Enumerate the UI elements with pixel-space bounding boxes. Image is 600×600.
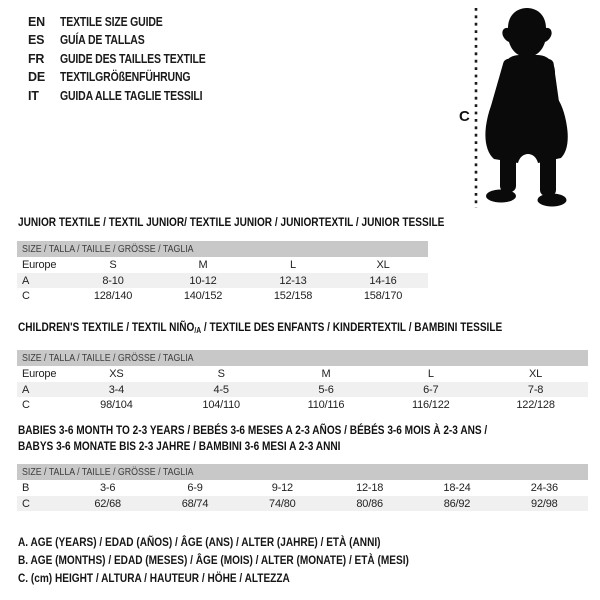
size-cell: 10-12 — [189, 274, 217, 287]
size-cell: 9-12 — [271, 481, 293, 494]
language-guide — [28, 13, 233, 105]
table-row — [17, 382, 588, 398]
table-row — [17, 496, 588, 512]
footnotes — [18, 533, 483, 588]
row-label: C — [22, 290, 30, 303]
size-cell: 12-18 — [356, 481, 384, 494]
size-cell: 80/86 — [356, 497, 383, 510]
size-cell: 62/68 — [94, 497, 121, 510]
size-cell: M — [198, 258, 208, 271]
size-cell: 92/98 — [531, 497, 558, 510]
size-cell: 24-36 — [530, 481, 558, 494]
size-cell: 14-16 — [369, 274, 397, 287]
table-header-text: SIZE / TALLA / TAILLE / GRÖSSE / TAGLIA — [22, 352, 194, 364]
table-row — [17, 366, 588, 382]
language-title-text: GUÍA DE TALLAS — [60, 33, 145, 48]
heading-post: / TEXTILE DES ENFANTS / KINDERTEXTIL / BAMBINI TESSILE — [201, 320, 503, 334]
size-cell: 12-13 — [279, 274, 307, 287]
table-header-text: SIZE / TALLA / TAILLE / GRÖSSE / TAGLIA — [22, 466, 194, 478]
section-heading — [17, 319, 594, 339]
size-cell: 7-8 — [527, 383, 544, 396]
size-cell: 152/158 — [273, 290, 313, 303]
size-cell: 158/170 — [363, 290, 403, 303]
row-label: A — [22, 383, 30, 396]
language-code: IT — [28, 88, 39, 103]
size-cell: 140/152 — [183, 290, 223, 303]
section-childrens-textile — [17, 319, 594, 413]
footnote-line — [18, 551, 483, 569]
language-title-text: TEXTILGRÖßENFÜHRUNG — [60, 70, 191, 85]
language-row — [28, 87, 233, 105]
size-cell: 3-6 — [100, 481, 116, 494]
table-header-bar — [17, 241, 428, 257]
language-title-text: TEXTILE SIZE GUIDE — [60, 15, 163, 29]
size-cell: 86/92 — [443, 497, 471, 510]
section-heading-line — [17, 438, 588, 454]
size-cell: XL — [376, 258, 390, 271]
size-cell: 4-5 — [213, 383, 229, 396]
row-label: Europe — [22, 258, 57, 271]
table-row — [17, 288, 428, 304]
height-label-c: C — [459, 108, 470, 125]
size-cell: M — [321, 367, 331, 380]
size-cell: L — [427, 367, 434, 380]
section-heading-text — [18, 319, 502, 339]
section-heading — [17, 214, 526, 230]
size-cell: S — [109, 258, 117, 271]
language-row — [28, 50, 233, 68]
table-row — [17, 273, 428, 289]
table-row — [17, 480, 588, 496]
language-title — [60, 87, 230, 105]
size-cell: 116/122 — [412, 399, 450, 412]
footnote-text: A. AGE (YEARS) / EDAD (AÑOS) / ÂGE (ANS) / ALTER (JAHRE) / ETÀ (ANNI) — [18, 535, 381, 549]
language-title-text: GUIDA ALLE TAGLIE TESSILI — [60, 88, 203, 103]
language-row — [28, 31, 233, 49]
heading-subscript: /A — [194, 326, 202, 335]
language-row — [28, 68, 233, 86]
language-code: ES — [28, 33, 45, 48]
baby-silhouette-icon — [485, 8, 567, 207]
size-table — [17, 464, 588, 511]
row-label: B — [22, 481, 30, 494]
table-row — [17, 397, 588, 413]
size-cell: 3-4 — [108, 383, 125, 396]
size-cell: 68/74 — [181, 497, 209, 510]
size-cell: XL — [529, 367, 543, 380]
table-row — [17, 257, 428, 273]
table-header-bar — [17, 464, 588, 480]
language-row — [28, 13, 233, 31]
size-table — [17, 350, 588, 413]
size-cell: 18-24 — [443, 481, 471, 494]
size-cell: 6-7 — [423, 383, 439, 396]
heading-pre: CHILDREN'S TEXTILE / TEXTIL NIÑO — [18, 320, 195, 334]
section-heading-line — [17, 422, 588, 438]
language-title — [60, 13, 182, 31]
section-babies-textile — [17, 422, 588, 511]
language-title — [60, 31, 161, 49]
size-cell: 122/128 — [516, 399, 555, 412]
row-label: A — [22, 274, 30, 287]
section-junior-textile — [17, 214, 526, 304]
table-header-text: SIZE / TALLA / TAILLE / GRÖSSE / TAGLIA — [22, 243, 194, 255]
size-cell: 74/80 — [269, 497, 296, 510]
size-cell: 110/116 — [307, 399, 345, 412]
language-title-text: GUIDE DES TAILLES TEXTILE — [60, 51, 206, 66]
size-cell: XS — [109, 367, 124, 380]
footnote-text: C. (cm) HEIGHT / ALTURA / HAUTEUR / HÖHE / ALTEZZA — [18, 571, 290, 586]
size-cell: L — [290, 258, 296, 271]
language-code: EN — [28, 15, 45, 29]
size-cell: 104/110 — [202, 399, 240, 412]
row-label: Europe — [22, 367, 57, 380]
row-label: C — [22, 399, 30, 412]
footnote-line — [18, 533, 483, 551]
size-cell: S — [217, 367, 225, 380]
size-cell: 5-6 — [318, 383, 334, 396]
size-cell: 128/140 — [93, 290, 133, 303]
size-cell: 6-9 — [187, 481, 203, 494]
table-header-bar — [17, 350, 588, 366]
section-heading-text: JUNIOR TEXTILE / TEXTIL JUNIOR/ TEXTILE JUNIOR / JUNIORTEXTIL / JUNIOR TESSILE — [18, 215, 445, 229]
language-code: DE — [28, 70, 45, 85]
footnote-line — [18, 569, 483, 587]
language-title — [60, 68, 215, 86]
size-table — [17, 241, 428, 304]
baby-height-figure — [440, 0, 600, 220]
size-cell: 98/104 — [100, 399, 133, 412]
footnote-text: B. AGE (MONTHS) / EDAD (MESES) / ÂGE (MOIS) / ALTER (MONATE) / ETÀ (MESI) — [18, 553, 409, 568]
section-heading-text: BABIES 3-6 MONTH TO 2-3 YEARS / BEBÉS 3-6 MESES A 2-3 AÑOS / BÉBÉS 3-6 MOIS À 2-3 ANS / — [18, 423, 488, 437]
row-label: C — [22, 497, 30, 510]
size-cell: 8-10 — [102, 274, 124, 287]
language-code: FR — [28, 51, 45, 66]
section-heading-text: BABYS 3-6 MONATE BIS 2-3 JAHRE / BAMBINI 3-6 MESI A 2-3 ANNI — [18, 439, 341, 453]
language-title — [60, 50, 233, 68]
